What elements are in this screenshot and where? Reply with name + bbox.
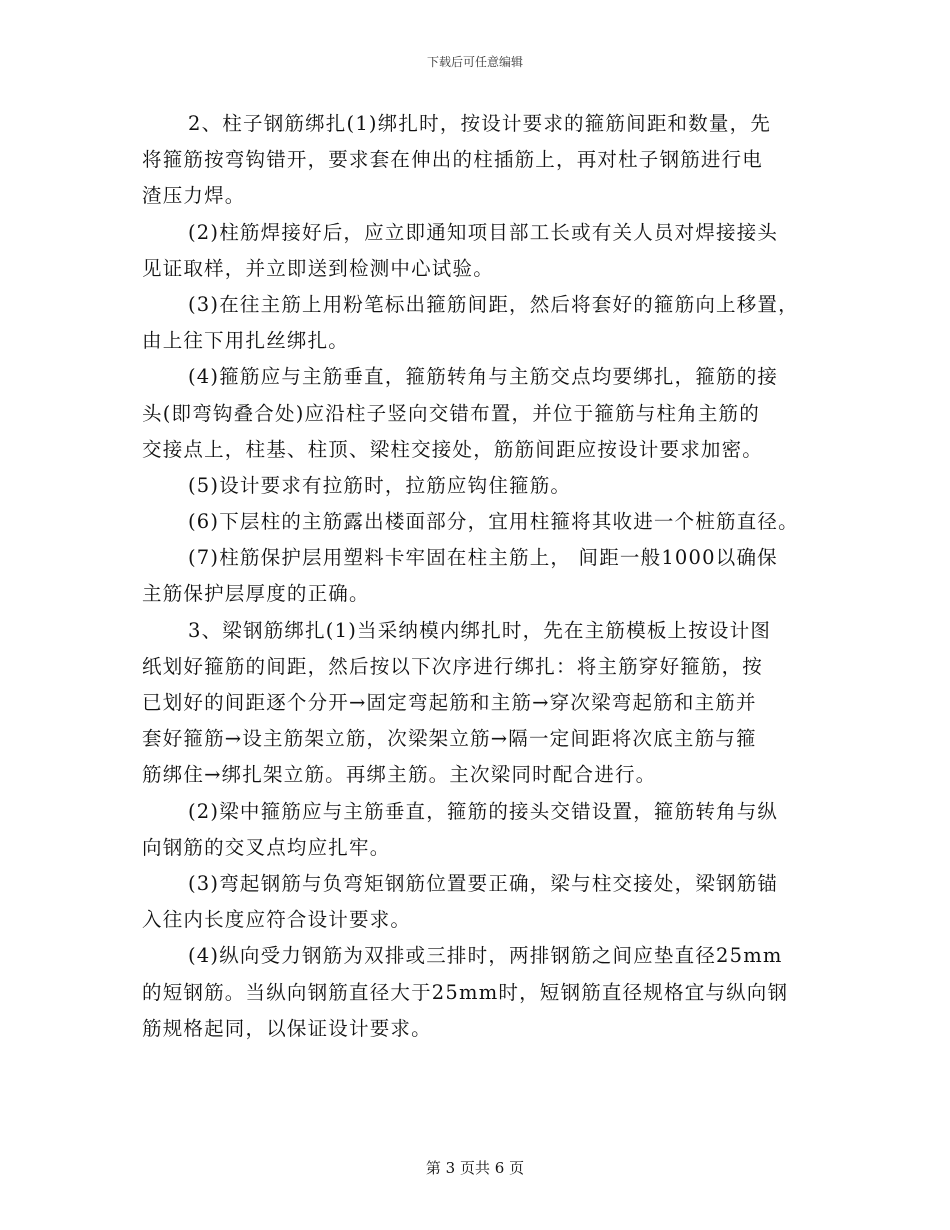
text-line: (4)箍筋应与主筋垂直，箍筋转角与主筋交点均要绑扎，箍筋的接 xyxy=(188,365,779,389)
text-line: 主筋保护层厚度的正确。 xyxy=(142,582,370,606)
text-line: 筋绑住→绑扎架立筋。再绑主筋。主次梁同时配合进行。 xyxy=(142,763,657,787)
text-line: 将箍筋按弯钩错开，要求套在伸出的柱插筋上，再对杜子钢筋进行电 xyxy=(142,148,764,172)
text-line: (3)在往主筋上用粉笔标出箍筋间距，然后将套好的箍筋向上移置， xyxy=(188,292,799,316)
text-line: 见证取样，并立即送到检测中心试验。 xyxy=(142,256,494,280)
text-line: 入往内长度应符合设计要求。 xyxy=(142,908,412,932)
text-line: 由上往下用扎丝绑扎。 xyxy=(142,329,350,353)
text-line: 向钢筋的交叉点均应扎牢。 xyxy=(142,835,391,859)
text-line: 头(即弯钩叠合处)应沿柱子竖向交错布置，并位于箍筋与柱角主筋的 xyxy=(142,401,760,425)
text-line: (6)下层柱的主筋露出楼面部分，宜用柱箍将其收进一个桩筋直径。 xyxy=(188,510,799,534)
page-footer: 第 3 页共 6 页 xyxy=(425,1159,525,1177)
text-line: (7)柱筋保护层用塑料卡牢固在柱主筋上， 间距一般1000以确保 xyxy=(188,546,778,570)
text-line: (2)梁中箍筋应与主筋垂直，箍筋的接头交错设置，箍筋转角与纵 xyxy=(188,799,779,823)
text-line: 纸划好箍筋的间距，然后按以下次序进行绑扎：将主筋穿好箍筋，按 xyxy=(142,654,764,678)
text-line: 套好箍筋→设主筋架立筋，次梁架立筋→隔一定间距将次底主筋与箍 xyxy=(142,727,757,751)
text-line: 2、柱子钢筋绑扎(1)绑扎时，按设计要求的箍筋间距和数量，先 xyxy=(188,112,772,135)
body-text xyxy=(142,106,842,1047)
text-line: (2)柱筋焊接好后，应立即通知项目部工长或有关人员对焊接接头 xyxy=(188,220,779,244)
text-line: 的短钢筋。当纵向钢筋直径大于25mm时，短钢筋直径规格宜与纵向钢 xyxy=(142,980,789,1004)
text-line: (5)设计要求有拉筋时，拉筋应钩住箍筋。 xyxy=(188,473,572,497)
text-line: (4)纵向受力钢筋为双排或三排时，两排钢筋之间应垫直径25mm xyxy=(188,944,783,968)
text-line: 渣压力焊。 xyxy=(142,184,246,208)
page-header: 下载后可任意编辑 xyxy=(426,55,523,69)
text-line: 已划好的间距逐个分开→固定弯起筋和主筋→穿次梁弯起筋和主筋并 xyxy=(142,691,757,714)
text-line: 3、梁钢筋绑扎(1)当采纳模内绑扎时，先在主筋模板上按设计图 xyxy=(188,618,772,642)
text-line: (3)弯起钢筋与负弯矩钢筋位置要正确，梁与柱交接处，梁钢筋锚 xyxy=(188,871,779,895)
text-line: 交接点上，柱基、柱顶、梁柱交接处，筋筋间距应按设计要求加密。 xyxy=(142,437,764,461)
text-line: 筋规格起同，以保证设计要求。 xyxy=(142,1016,432,1040)
